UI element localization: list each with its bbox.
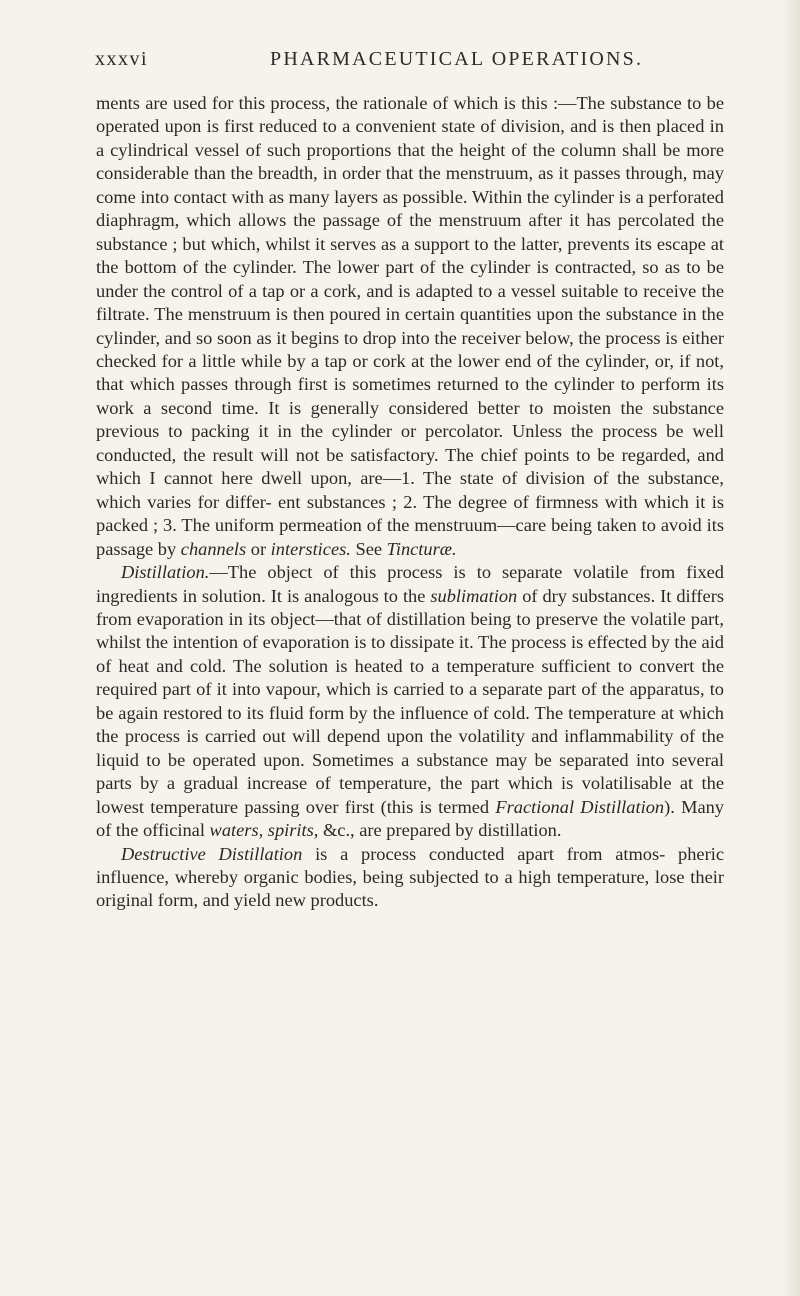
percolation-text-b: or bbox=[246, 538, 271, 559]
paragraph-distillation bbox=[96, 561, 724, 842]
distillation-text-a: —The object of this process is to separate volatile from fixed ingredients in solution. It is analogous to the bbox=[96, 562, 724, 606]
distillation-text-d: &c., are prepared by distillation. bbox=[318, 820, 562, 841]
running-title: PHARMACEUTICAL OPERATIONS. bbox=[270, 48, 644, 70]
cross-reference-tincturae: Tincturæ. bbox=[386, 538, 457, 559]
term-waters-spirits: waters, spirits, bbox=[209, 820, 319, 841]
term-channels: channels bbox=[180, 538, 247, 559]
term-fractional-distillation: Fractional Distillation bbox=[495, 796, 665, 817]
page-number: xxxvi bbox=[95, 48, 149, 70]
heading-destructive-distillation: Destructive Distillation bbox=[121, 843, 303, 864]
paragraph-percolation bbox=[96, 92, 724, 561]
term-sublimation: sublimation bbox=[430, 585, 518, 606]
term-interstices: interstices. bbox=[270, 538, 351, 559]
heading-distillation: Distillation. bbox=[121, 562, 210, 583]
paragraph-destructive-distillation bbox=[96, 843, 724, 913]
percolation-text-a: ments are used for this process, the rationale of which is this :—The substance to be operated upon is first reduced to a convenient state of division, and is then placed in a cylindrical vessel of such proportions that the height of the column shall be more considerable than the breadth, in order that the menstruum, as it passes through, may come into contact with as many layers as possible. Within the cylinder is a perforated diaphragm, which allows the passage of the menstruum after it has percolated the substance ; but which, whilst it serves as a support to the latter, prevents its escape at the bottom of the cylinder. The lower part of the cylinder is contracted, so as to be under the control of a tap or a cork, and is adapted to a vessel suitable to receive the filtrate. The menstruum is then poured in certain quantities upon the substance in the cylinder, and so soon as it begins to drop into the receiver below, the process is either checked for a little while by a tap or cork at the lower end of the cylinder, or, if not, that which passes through first is sometimes returned to the cylinder to perform its work a second time. It is generally considered better to moisten the substance previous to packing it in the cylinder or percolator. Unless the process be well conducted, the result will not be satisfactory. The chief points to be regarded, and which I cannot here dwell upon, are—1. The state of division of the substance, which varies for differ- ent substances ; 2. The degree of firmness with which it is packed ; 3. The uniform permeation of the menstruum—care being taken to avoid its passage by bbox=[96, 93, 724, 559]
body-text bbox=[96, 92, 724, 913]
distillation-text-c: ). Many of the officinal bbox=[96, 796, 724, 841]
running-head bbox=[95, 48, 725, 82]
percolation-text-c: See bbox=[350, 538, 387, 559]
destructive-distillation-text: is a process conducted apart from atmos- pheric influence, whereby organic bodies, being subjected to a high temperature, lose their original form, and yield new products. bbox=[96, 843, 724, 911]
distillation-text-b: of dry substances. It differs from evaporation in its object—that of distillation being to preserve the volatile part, whilst the intention of evaporation is to dissipate it. The process is effected by the aid of heat and cold. The solution is heated to a temperature sufficient to convert the required part of it into vapour, which is carried to a separate part of the apparatus, to be again restored to its fluid form by the influence of cold. The temperature at which the process is carried out will depend upon the volatility and inflammability of the liquid to be operated upon. Sometimes a substance may be separated into several parts by a gradual increase of temperature, the part which is volatilisable at the lowest temperature passing over first (this is termed bbox=[96, 585, 724, 817]
